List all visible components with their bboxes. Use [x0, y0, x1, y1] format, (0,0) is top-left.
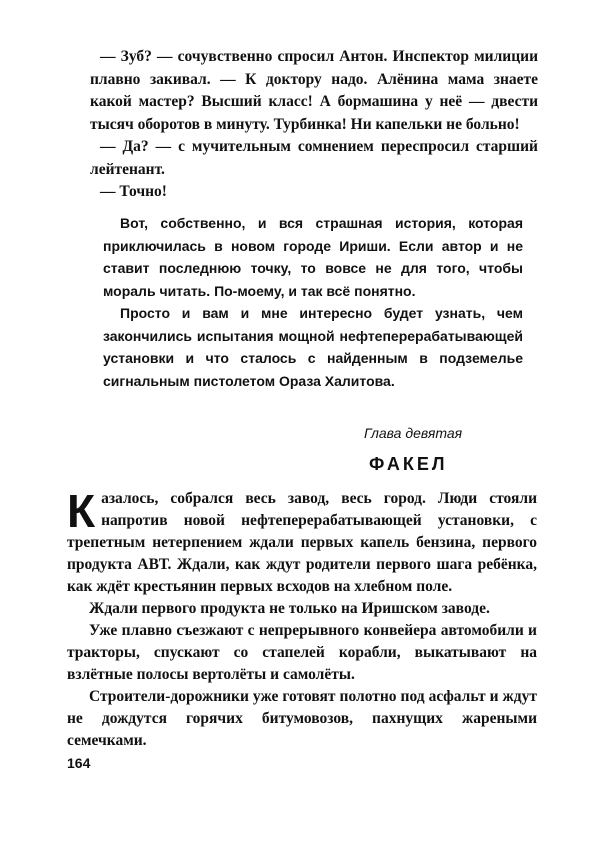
drop-cap: К: [67, 485, 96, 537]
dialog-line: — Точно!: [100, 183, 167, 200]
epilogue-paragraph: Вот, собственно, и вся страшная история, которая приключилась в новом городе Ириши. Если автор и не ставит последнюю точку, то вовсе не для того, чтобы мораль читать. По-моему, и так всё понятно.: [103, 215, 523, 299]
chapter-title: ФАКЕЛ: [369, 454, 448, 474]
dialog-block: [90, 46, 538, 204]
epilogue-paragraph: Просто и вам и мне интересно будет узнать, чем закончились испытания мощной нефтеперерабатывающей установки и что сталось с найденным в подземелье сигнальным пистолетом Ораза Халитова.: [103, 305, 523, 389]
first-paragraph: [67, 485, 537, 598]
dialog-line: — Да? — с мучительным сомнением переспросил старший лейтенант.: [90, 138, 538, 178]
page-number: 164: [67, 755, 91, 771]
dialog-line: — Зуб? — сочувственно спросил Антон. Инспектор милиции плавно закивал. — К доктору надо. Алёнина мама знаете какой мастер? Высший класс! А бормашина у неё — двести тысяч оборотов в минуту. Турбинка! Ни капельки не больно!: [90, 48, 538, 133]
epilogue-block: [103, 212, 523, 392]
body-paragraph: Уже плавно съезжают с непрерывного конвейера автомобили и тракторы, спускают со стапелей корабли, выкатывают на взлётные полосы вертолёты и самолёты.: [67, 622, 537, 683]
body-paragraph: Ждали первого продукта не только на Иришском заводе.: [89, 600, 490, 617]
chapter-label: Глава девятая: [364, 425, 463, 441]
body-paragraph: Строители-дорожники уже готовят полотно под асфальт и ждут не дождутся горячих битумовозов, пахнущих жареными семечками.: [67, 688, 537, 749]
chapter-body: [67, 485, 537, 752]
first-paragraph-text: азалось, собрался весь завод, весь город. Люди стояли напротив новой нефтеперерабатывающей установки, с трепетным нетерпением ждали первых капель бензина, первого продукта АВТ. Ждали, как ждут родители первого шага ребёнка, как ждёт крестьянин первых всходов на хлебном поле.: [67, 490, 537, 595]
